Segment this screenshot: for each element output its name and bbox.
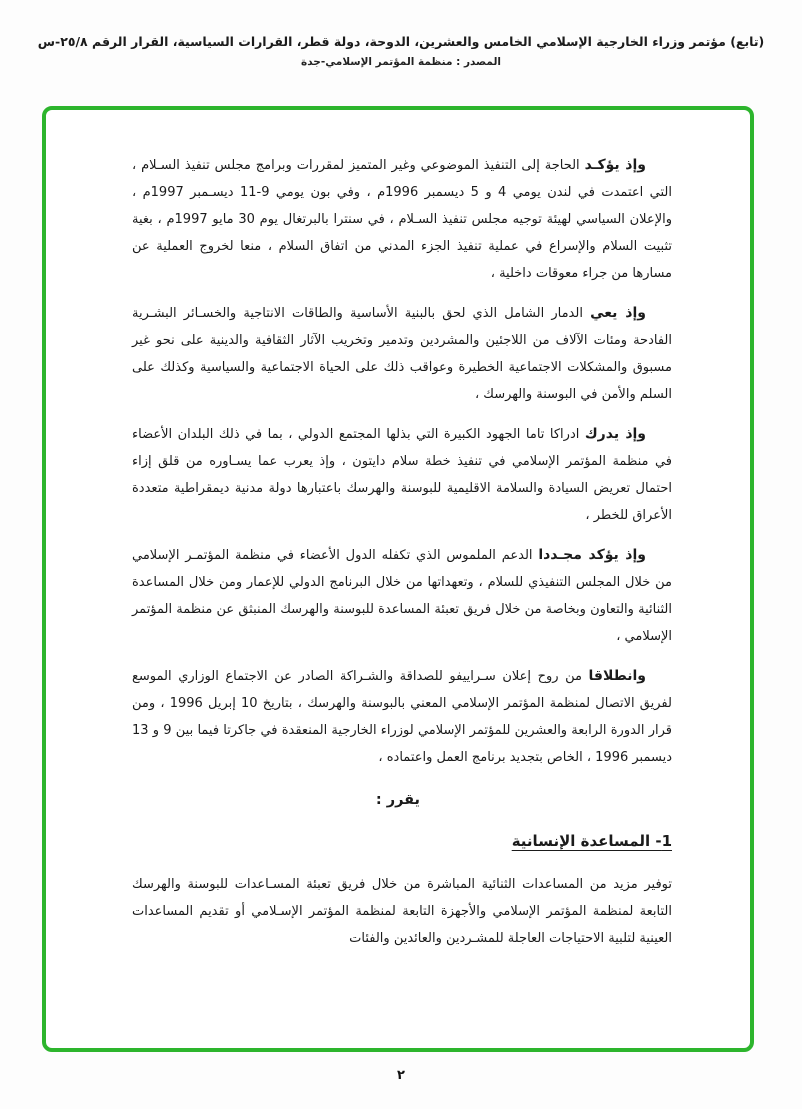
paragraph-lead: وإذ يؤكـد — [584, 157, 646, 173]
section-heading: 1- المساعدة الإنسانية — [511, 832, 672, 850]
header-title: (تابع) مؤتمر وزراء الخارجية الإسلامي الخامس والعشرين، الدوحة، دولة قطر، القرارات السياسية، القرار الرقم ٢٥/٨-س — [37, 34, 765, 49]
paragraph — [132, 663, 672, 771]
paragraph — [132, 152, 672, 287]
paragraph-lead: وانطلاقا — [588, 668, 646, 684]
paragraph-text: من روح إعلان سـراييفو للصداقة والشـراكة الصادر عن الاجتماع الوزاري الموسع لفريق الاتصال لمنظمة المؤتمر الإسلامي المعني بالبوسنة والهرسك ، بتاريخ 10 إبريل 1996 ، ومن قرار الدورة الرابعة والعشرين للمؤتمر الإسلامي لوزراء الخارجية المنعقدة في جاكرتا فيما بين 9 و 13 ديسمبر 1996 ، الخاص بتجديد برنامج العمل واعتماده ، — [132, 669, 673, 765]
document-body — [132, 152, 672, 952]
page-header — [0, 34, 802, 68]
paragraph-lead: وإذ يدرك — [584, 426, 646, 442]
page-number: ٢ — [397, 1068, 405, 1083]
section-body: توفير مزيد من المساعدات الثنائية المباشرة من خلال فريق تعبئة المسـاعدات للبوسنة والهرسك التابعة لمنظمة المؤتمر الإسلامي والأجهزة التابعة لمنظمة المؤتمر الإسـلامي أو تقديم المساعدات العينية لتلبية الاحتياجات العاجلة للمشـردين والعائدين والفئات — [132, 877, 672, 946]
paragraph — [132, 300, 672, 408]
decision-label: يقرر : — [375, 792, 420, 808]
paragraph-text: الدعم الملموس الذي تكفله الدول الأعضاء في منظمة المؤتمـر الإسلامي من خلال المجلس التنفيذي للسلام ، وتعهداتها من خلال البرنامج الدولي للإعمار ومن خلال المساعدة الثنائية والتعاون وبخاصة من خلال فريق تعبئة المساعدة للبوسنة والهرسك المنبثق عن منظمة المؤتمر الإسلامي ، — [132, 548, 672, 644]
paragraph-lead: وإذ يعي — [590, 305, 646, 321]
paragraph-lead: وإذ يؤكد مجـددا — [538, 547, 646, 563]
paragraph — [132, 542, 672, 650]
paragraph-text: الدمار الشامل الذي لحق بالبنية الأساسية والطاقات الانتاجية والخسـائر البشـرية الفادحة ومئات الآلاف من اللاجئين والمشردين وتدمير وتخريب الآثار الثقافية والدينية على نحو غير مسبوق والمشكلات الاجتماعية الخطيرة وعواقب ذلك على الحياة الاجتماعية والسياسية وكذلك على السلم والأمن في البوسنة والهرسك ، — [132, 306, 672, 402]
paragraph-text: الحاجة إلى التنفيذ الموضوعي وغير المتميز لمقررات وبرامج مجلس تنفيذ السـلام ، التي اعتمدت في لندن يومي 4 و 5 ديسمبر 1996م ، وفي بون يومي 9-11 ديسـمبر 1997م ، والإعلان السياسي لهيئة توجيه مجلس تنفيذ السـلام ، في سنترا بالبرتغال يوم 30 مايو 1997م ، بغية تثبيت السلام والإسراع في عملية تنفيذ الجزء المدني من اتفاق السلام ، منعا لخروج العملية عن مسارها من جراء معوقات داخلية ، — [132, 158, 672, 281]
paragraph-text: ادراكا تاما الجهود الكبيرة التي بذلها المجتمع الدولي ، بما في ذلك البلدان الأعضاء في منظمة المؤتمر الإسلامي في تنفيذ خطة سلام دايتون ، وإذ يعرب عما يسـاوره من قلق إزاء احتمال تعريض السيادة والسلامة الاقليمية للبوسنة والهرسك باعتبارها دولة مدنية ديمقراطية متعددة الأعراق للخطر ، — [132, 427, 672, 523]
paragraph — [132, 421, 672, 529]
header-source: المصدر : منظمة المؤتمر الإسلامي-جدة — [301, 56, 501, 68]
